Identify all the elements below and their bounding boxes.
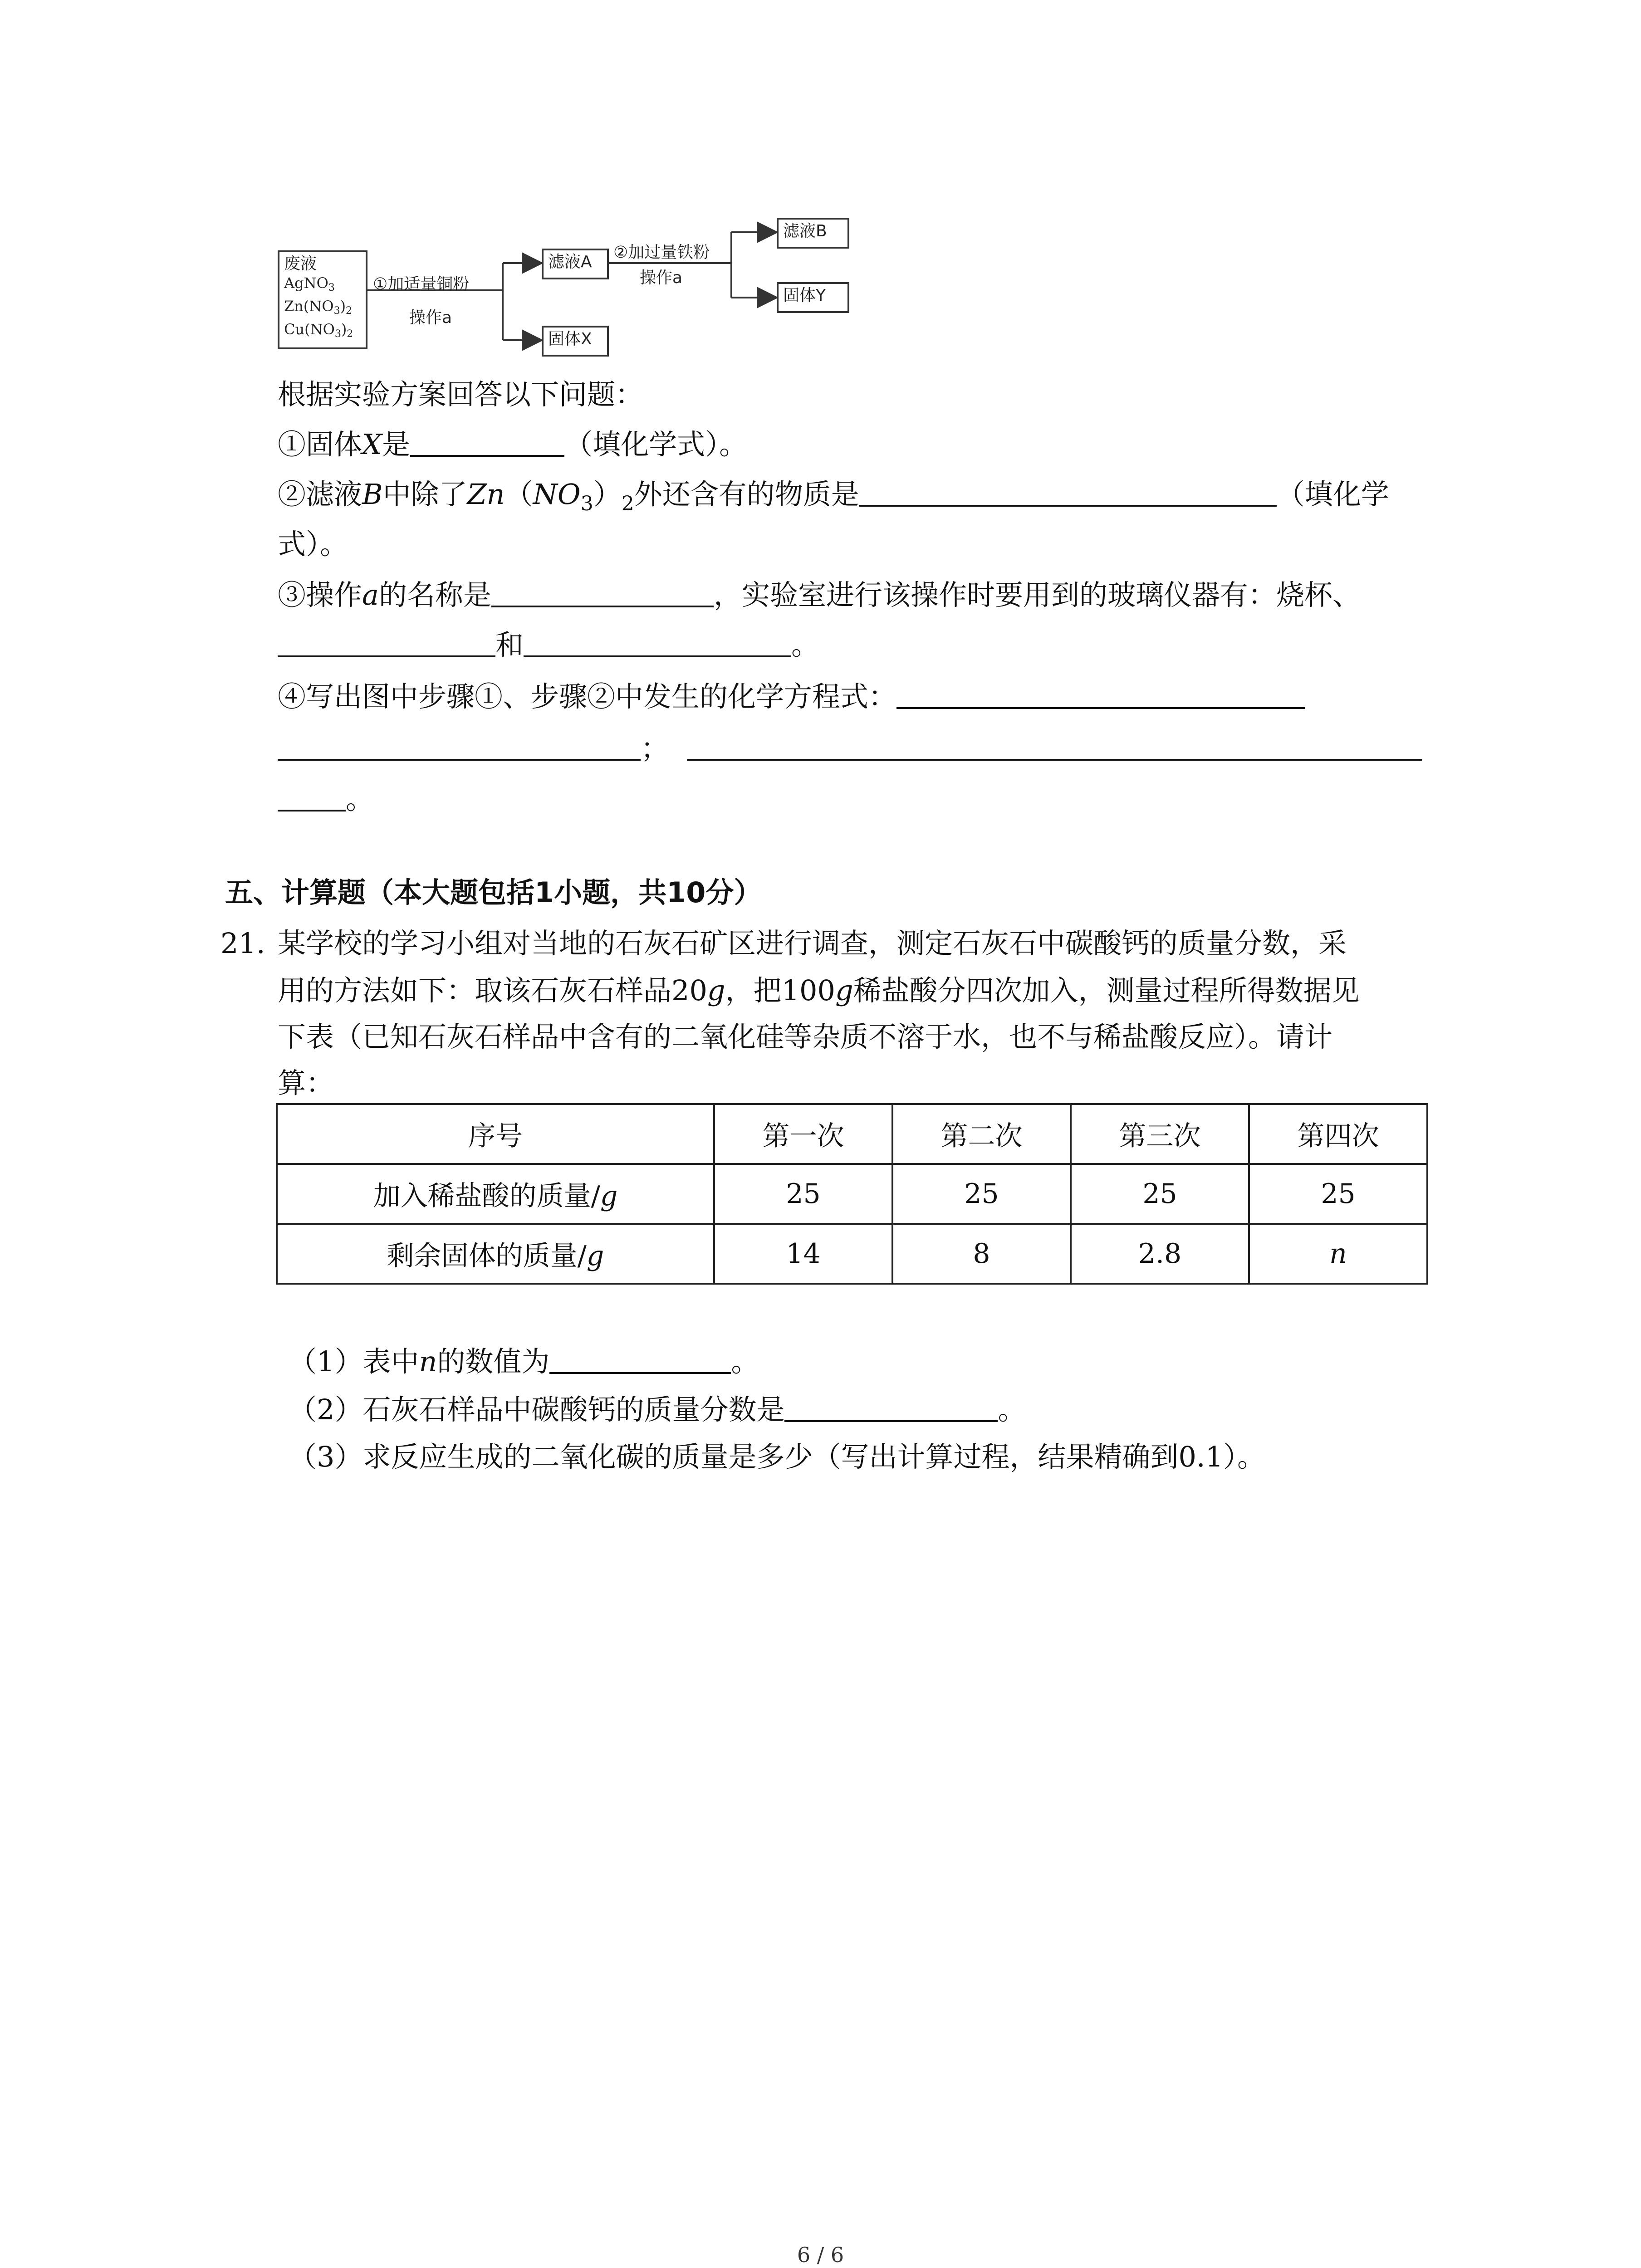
q21-line1: 某学校的学习小组对当地的石灰石矿区进行调查，测定石灰石中碳酸钙的质量分数，采 (278, 927, 1347, 960)
answer-blank[interactable] (549, 1343, 731, 1374)
table-cell: 25 (1249, 1164, 1427, 1224)
q20-part2-wrap: 式）。 (278, 528, 348, 561)
table-row (277, 1224, 1427, 1284)
step2-label: ②加过量铁粉 (613, 243, 710, 262)
waste-liquid-box: 废液 AgNO3 Zn(NO3)2 Cu(NO3)2 (278, 250, 367, 349)
q21-line2: 用的方法如下：取该石灰石样品20g，把100g稀盐酸分四次加入，测量过程所得数据见 (278, 974, 1360, 1007)
table-cell: 25 (714, 1164, 892, 1224)
q20-part1: ①固体X是 （填化学式）。 (278, 422, 747, 467)
step2-operation: 操作a (640, 269, 683, 287)
table-cell: n (1249, 1224, 1427, 1284)
page-number: 6 / 6 (797, 2243, 844, 2267)
q21-number: 21. (220, 927, 265, 960)
q21-line3: 下表（已知石灰石样品中含有的二氧化硅等杂质不溶于水，也不与稀盐酸反应）。请计 (278, 1020, 1333, 1053)
q20-intro: 根据实验方案回答以下问题： (278, 378, 644, 411)
table-row (277, 1164, 1427, 1224)
answer-blank[interactable] (784, 1391, 998, 1422)
table-cell: 2.8 (1071, 1224, 1249, 1284)
q21-line4: 算： (278, 1066, 334, 1100)
step1-label: ①加适量铜粉 (373, 275, 470, 293)
solid-x-box: 固体X (542, 326, 609, 357)
answer-blank[interactable] (524, 626, 791, 657)
waste-item-agno3: AgNO (284, 274, 328, 292)
table-cell: 25 (1071, 1164, 1249, 1224)
filtrate-a-box: 滤液A (542, 249, 609, 279)
table-header-cell: 第二次 (892, 1104, 1071, 1164)
q20-part3: ③操作a的名称是 ，实验室进行该操作时要用到的玻璃仪器有：烧杯、 (278, 572, 1361, 618)
q21-sub1: （1）表中n的数值为 。 (289, 1339, 759, 1384)
table-row-label: 加入稀盐酸的质量/g (277, 1164, 714, 1224)
q20-part2: ②滤液B中除了$Zn(NO_3)_2$外还含有的物质是 （填化学 (278, 472, 1389, 527)
filtrate-b-box: 滤液B (777, 218, 849, 249)
q20-part4-line3: 。 (278, 777, 374, 822)
q20-part4: ④写出图中步骤①、步骤②中发生的化学方程式： (278, 674, 1305, 719)
waste-item-zn: Zn(NO (284, 298, 334, 315)
q21-sub3: （3）求反应生成的二氧化碳的质量是多少（写出计算过程，结果精确到0.1）。 (289, 1440, 1266, 1473)
solid-y-box: 固体Y (777, 282, 849, 313)
table-row-label: 剩余固体的质量/g (277, 1224, 714, 1284)
table-cell: 25 (892, 1164, 1071, 1224)
answer-blank[interactable] (859, 476, 1277, 507)
q20-part4-line2: ； (278, 726, 1422, 771)
section-heading: 五、计算题（本大题包括1小题，共10分） (225, 876, 762, 909)
flow-arrows (0, 0, 1641, 408)
answer-blank[interactable] (278, 730, 641, 761)
q21-sub2: （2）石灰石样品中碳酸钙的质量分数是 。 (289, 1387, 1026, 1432)
table-header-cell: 第一次 (714, 1104, 892, 1164)
waste-item-cu: Cu(NO (284, 321, 335, 338)
table-header-cell: 序号 (277, 1104, 714, 1164)
data-table (276, 1103, 1428, 1285)
step1-operation: 操作a (409, 308, 452, 327)
answer-blank[interactable] (278, 781, 346, 811)
q20-part3-wrap: 和 。 (278, 622, 819, 668)
table-header-row (277, 1104, 1427, 1164)
table-cell: 8 (892, 1224, 1071, 1284)
waste-title: 废液 (284, 254, 317, 273)
table-cell: 14 (714, 1224, 892, 1284)
answer-blank[interactable] (687, 730, 1422, 761)
table-header-cell: 第三次 (1071, 1104, 1249, 1164)
answer-blank[interactable] (410, 426, 564, 457)
table-header-cell: 第四次 (1249, 1104, 1427, 1164)
answer-blank[interactable] (491, 577, 714, 607)
answer-blank[interactable] (896, 678, 1305, 709)
answer-blank[interactable] (278, 626, 495, 657)
